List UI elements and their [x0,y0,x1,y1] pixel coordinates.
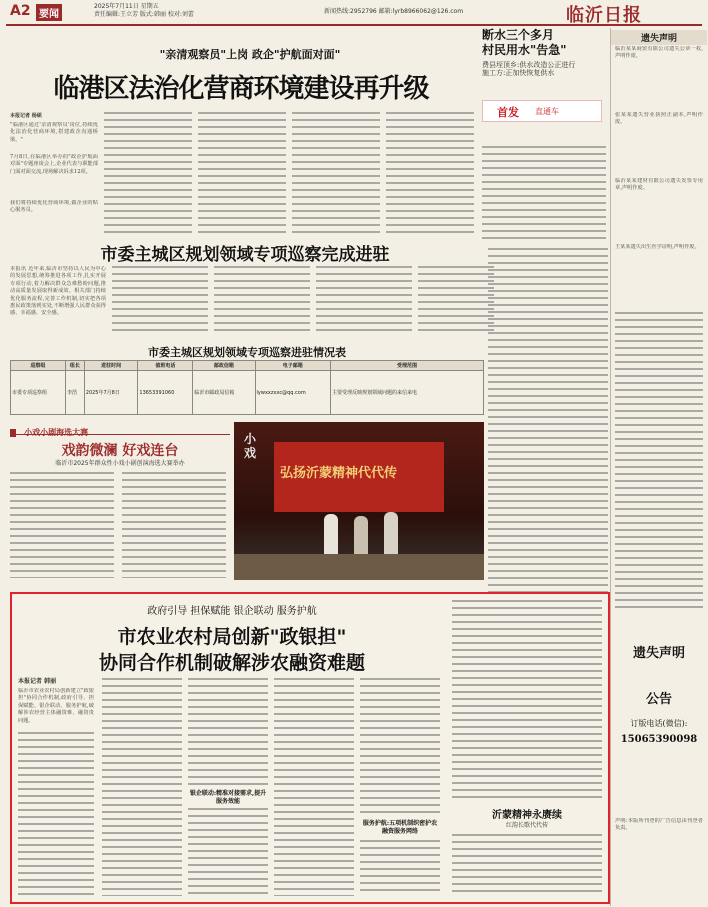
feature-text [188,808,268,896]
opera-text [10,472,114,578]
notice-column [610,28,707,906]
inspection-table-title: 市委主城区规划领域专项巡察进驻情况表 [148,346,346,359]
feature-subhead: 服务护航:五项机制织密护农融资服务网络 [362,820,438,835]
feature-kicker: 政府引导 担保赋能 银企联动 服务护航 [147,606,317,617]
inspection-lead: 本报讯 近年来,临沂市坚持以人民为中心的发展思想,统筹推进各项工作,扎实开展专项行动,着力解决群众急难愁盼问题,推动高质量发展取得新成效。相关部门持续优化服务流程,完善工作机制,切实把各项惠民政策落到实处,不断增强人民群众获得感、幸福感、安全感。 [10,266,106,317]
promo-label: 公告 [645,692,672,707]
lead-byline: 本报记者 杨硕 [10,113,42,119]
first-release-badge [482,100,602,122]
feature-text [18,732,94,896]
opera-sub: 临沂市2025年群众性小戏小剧创演海选大赛举办 [55,460,185,467]
lead-text-column [386,112,474,236]
inspection-text [112,266,208,336]
table-cell: 13653391060 [138,371,193,415]
table-header: 受理范围 [331,361,484,371]
issue-date: 2025年7月11日 星期五 [94,3,159,10]
opera-headline: 戏韵微澜 好戏连台 [61,443,179,459]
notice-item: 临沂某某商贸有限公司遗失公章一枚,声明作废。 [615,46,703,60]
opera-text [122,472,226,578]
table-header: 值班电话 [138,361,193,371]
inspection-text [316,266,412,336]
feature-lead: 临沂市农业农村局创新建立"政银担"协同合作机制,政府引导、担保赋能、银企联动、服务护航,破解涉农经营主体融资难、融资贵问题。 [18,688,94,724]
feature-headline: 市农业农村局创新"政银担" [117,626,347,648]
table-header: 电子邮箱 [255,361,330,371]
lead-paragraph: 我们将持续优化营商环境,做企业的贴心服务员。 [10,200,98,214]
contact-info: 新闻热线:2952796 邮箱:lyrb8966062@126.com [324,8,464,15]
table-header: 巡察组 [11,361,66,371]
section-name: 要闻 [36,4,62,21]
table-cell: 主要受理反映规划领域问题的来信来电 [331,371,484,415]
stage-floor [234,554,484,580]
right-top-sub: 费县垤顶乡:供水改造公正进行 [482,61,576,69]
performer [324,514,338,554]
feature-byline: 本报记者 韩丽 [18,678,57,685]
opera-section [10,422,484,582]
paper-logo: 临沂日报 [566,5,642,26]
performer [354,516,368,554]
feature-text [188,678,268,788]
right-lower-text [452,600,602,800]
performer [384,512,398,554]
table-header: 组长 [65,361,84,371]
section-number: A2 [10,3,31,19]
lead-text-column [292,112,380,236]
photo-side-text: 小戏 [244,432,257,460]
inspection-table [10,360,484,415]
table-cell: 2025年7月8日 [84,371,138,415]
opera-photo [234,422,484,580]
promo-phone: 15065390098 [620,734,698,745]
editor-credits: 责任编辑:王立芳 版式:韩丽 校对:刘蕾 [94,11,194,18]
lead-body [10,112,474,240]
lead-headline: 临港区法治化营商环境建设再升级 [53,74,429,104]
feature-text [360,678,440,818]
lead-text-column [198,112,286,236]
table-row [11,371,484,415]
notice-item: 临沂某某建材有限公司遗失发票专用章,声明作废。 [615,178,703,192]
inspection-text [418,266,494,336]
table-cell: 市委专项巡察组 [11,371,66,415]
opera-tag-label: 小戏小剧海选大赛 [24,427,89,437]
inspection-text [214,266,310,336]
right-top-story [482,28,606,138]
inspection-headline: 市委主城区规划领域专项巡察完成进驻 [100,245,390,265]
right-top-headline-2: 村民用水"告急" [482,43,567,57]
feature-text [274,678,354,896]
right-lower-headline: 沂蒙精神永赓续 [492,810,562,821]
photo-banner: 弘扬沂蒙精神代代传 [280,466,398,481]
opera-tag [10,422,230,435]
feature-text [102,678,182,896]
table-cell: 李浩 [65,371,84,415]
right-top-headline: 断水三个多月 [482,28,555,42]
feature-subhead: 银企联动:精准对接需求,提升服务效能 [189,790,267,805]
lead-paragraph: 7月8日,在临港区举办的"政企护航面对面"专题座谈会上,企业代表与职能部门面对面交流,现场解决诉求12项。 [10,154,98,175]
right-top-text [482,146,606,242]
table-cell: 临沂市邮政局信箱 [193,371,255,415]
notice-item: 王某某遗失出生医学证明,声明作废。 [615,244,700,250]
promo-wechat-label: 订版电话(微信): [630,719,688,728]
table-header: 进驻时间 [84,361,138,371]
table-cell: lywxxzxxc@qq.com [255,371,330,415]
right-lower-story [452,600,602,896]
table-header: 邮政信箱 [193,361,255,371]
masthead [6,0,702,26]
table-header-row [11,361,484,371]
tag-marker-icon [10,429,16,437]
promo-title: 遗失声明 [632,646,685,661]
badge-label: 首发 [497,106,519,119]
notice-item: 张某某遗失营业执照正副本,声明作废。 [615,112,703,126]
right-top-sub-2: 施工方:正加快恢复供水 [482,69,555,77]
notice-footer: 声明:本版所刊登的广告信息由刊登者负责。 [615,818,703,832]
badge-sub: 直通车 [535,107,559,116]
right-lower-text [452,834,602,894]
notice-text [615,312,703,612]
right-mid-text [488,248,608,598]
notice-title: 遗失声明 [611,30,707,45]
feature-headline-2: 协同合作机制破解涉农融资难题 [98,652,365,674]
lead-kicker: "亲清观察员"上岗 政企"护航面对面" [159,48,341,61]
feature-text [360,840,440,896]
right-lower-sub: 红韵长歌代代传 [505,822,548,829]
lead-paragraph: "临港区通过'亲清观察员'岗位,持续优化法治化营商环境,搭建政企沟通桥梁。" [10,122,98,143]
lead-text-column [104,112,192,236]
